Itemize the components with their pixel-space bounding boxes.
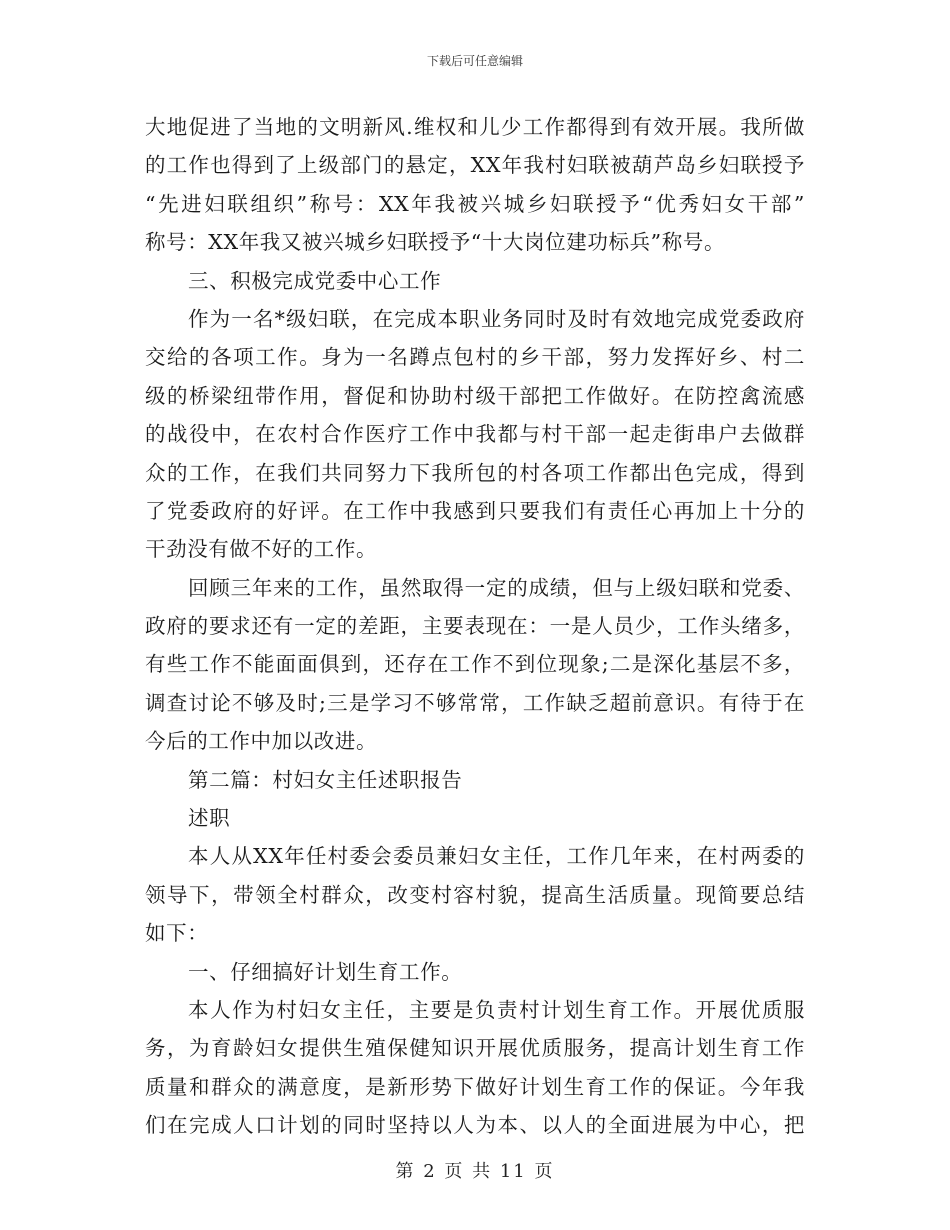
text-line: 调查讨论不够及时;三是学习不够常常，工作缺乏超前意识。有待于在 xyxy=(145,690,805,715)
text-line: 政府的要求还有一定的差距，主要表现在：一是人员少，工作头绪多， xyxy=(145,614,805,639)
text-line: 有些工作不能面面俱到，还存在工作不到位现象;二是深化基层不多， xyxy=(145,652,805,677)
text-line: 务，为育龄妇女提供生殖保健知识开展优质服务，提高计划生育工作 xyxy=(145,1036,805,1061)
text-line: 的战役中，在农村合作医疗工作中我都与村干部一起走街串户去做群 xyxy=(145,422,805,447)
text-line: 的工作也得到了上级部门的悬定，XX年我村妇联被葫芦岛乡妇联授予 xyxy=(145,153,805,178)
page-footer: 第 2 页 共 11 页 xyxy=(395,1161,555,1182)
text-line: 大地促进了当地的文明新风.维权和儿少工作都得到有效开展。我所做 xyxy=(145,115,805,139)
text-line: 今后的工作中加以改进。 xyxy=(145,729,378,754)
document-body xyxy=(145,108,805,1145)
text-line: 回顾三年来的工作，虽然取得一定的成绩，但与上级妇联和党委、 xyxy=(188,575,805,600)
text-line: 干劲没有做不好的工作。 xyxy=(145,537,378,562)
text-line: 三、积极完成党委中心工作 xyxy=(188,268,442,293)
text-line: 作为一名*级妇联，在完成本职业务同时及时有效地完成党委政府 xyxy=(188,306,805,331)
text-line: 第二篇：村妇女主任述职报告 xyxy=(188,767,463,792)
text-line: 交给的各项工作。身为一名蹲点包村的乡干部，努力发挥好乡、村二 xyxy=(145,345,805,370)
page-header: 下载后可任意编辑 xyxy=(426,54,523,68)
text-line: 如下： xyxy=(145,921,209,946)
text-line: 本人从XX年任村委会委员兼妇女主任，工作几年来，在村两委的 xyxy=(188,844,805,869)
text-line: 级的桥梁纽带作用，督促和协助村级干部把工作做好。在防控禽流感 xyxy=(145,383,805,408)
text-line: 众的工作，在我们共同努力下我所包的村各项工作都出色完成，得到 xyxy=(145,460,805,485)
text-line: “先进妇联组织”称号：XX年我被兴城乡妇联授予“优秀妇女干部” xyxy=(145,191,805,216)
text-line: 述职 xyxy=(188,806,231,831)
text-line: 称号：XX年我又被兴城乡妇联授予“十大岗位建功标兵”称号。 xyxy=(145,230,726,255)
text-line: 们在完成人口计划的同时坚持以人为本、以人的全面进展为中心，把 xyxy=(145,1113,805,1138)
text-line: 一、仔细搞好计划生育工作。 xyxy=(188,959,463,984)
text-line: 了党委政府的好评。在工作中我感到只要我们有责任心再加上十分的 xyxy=(145,498,805,523)
text-line: 本人作为村妇女主任，主要是负责村计划生育工作。开展优质服 xyxy=(188,997,805,1022)
text-line: 领导下，带领全村群众，改变村容村貌，提高生活质量。现简要总结 xyxy=(145,882,805,907)
text-line: 质量和群众的满意度，是新形势下做好计划生育工作的保证。今年我 xyxy=(145,1074,805,1099)
